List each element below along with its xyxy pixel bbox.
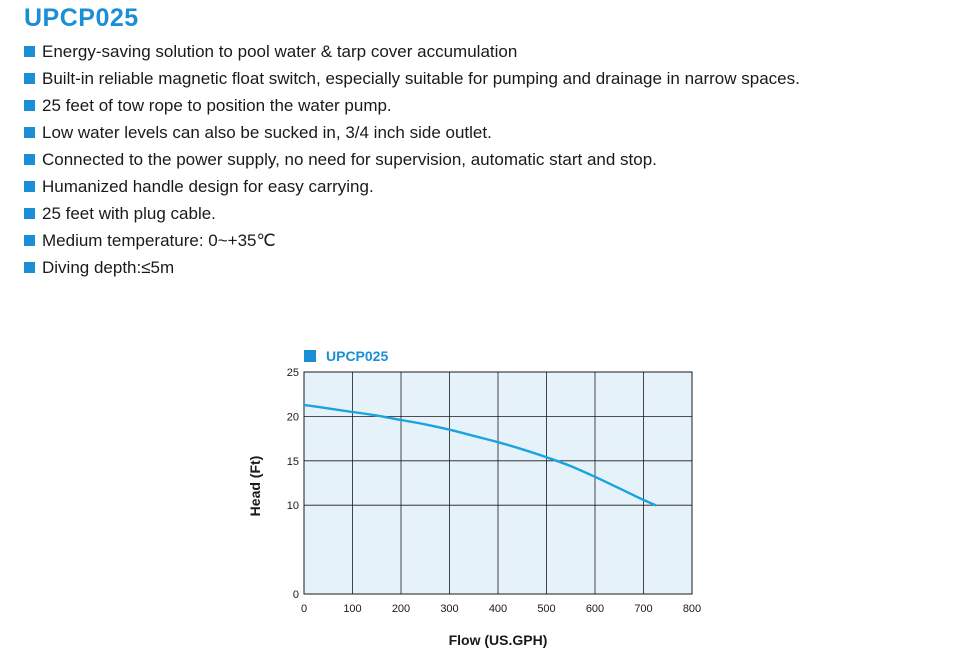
- y-axis-label: Head (Ft): [247, 455, 263, 517]
- chart-title: UPCP025: [326, 348, 389, 364]
- feature-text: Built-in reliable magnetic float switch, especially suitable for pumping and drainage in narrow spaces.: [42, 68, 800, 88]
- x-tick-label: 500: [537, 603, 556, 615]
- feature-text: 25 feet of tow rope to position the water pump.: [42, 95, 392, 115]
- feature-text: Diving depth:≤5m: [42, 257, 175, 277]
- x-tick-label: 600: [585, 603, 605, 615]
- x-tick-label: 400: [488, 603, 508, 615]
- x-tick-label: 200: [391, 603, 411, 615]
- y-tick-label: 15: [286, 455, 299, 468]
- x-axis-label: Flow (US.GPH): [448, 632, 548, 648]
- feature-text: Low water levels can also be sucked in, 3/4 inch side outlet.: [42, 122, 492, 142]
- feature-text: Energy-saving solution to pool water & tarp cover accumulation: [42, 41, 518, 61]
- x-tick-label: 300: [440, 603, 459, 615]
- x-tick-label: 0: [300, 603, 308, 615]
- feature-text: Medium temperature: 0~+35℃: [42, 230, 276, 250]
- feature-text: Humanized handle design for easy carrying.: [42, 176, 374, 196]
- x-tick-label: 100: [343, 603, 362, 615]
- y-tick-label: 20: [286, 411, 299, 424]
- x-tick-label: 700: [634, 603, 653, 615]
- feature-text: Connected to the power supply, no need for supervision, automatic start and stop.: [42, 149, 657, 169]
- y-tick-label: 10: [286, 500, 299, 513]
- y-tick-label: 25: [286, 367, 299, 379]
- y-tick-label: 0: [292, 589, 299, 601]
- feature-text: 25 feet with plug cable.: [42, 203, 216, 223]
- chart-legend-square-icon: [304, 350, 316, 362]
- x-tick-label: 800: [682, 603, 702, 615]
- page-title: UPCP025: [24, 4, 139, 32]
